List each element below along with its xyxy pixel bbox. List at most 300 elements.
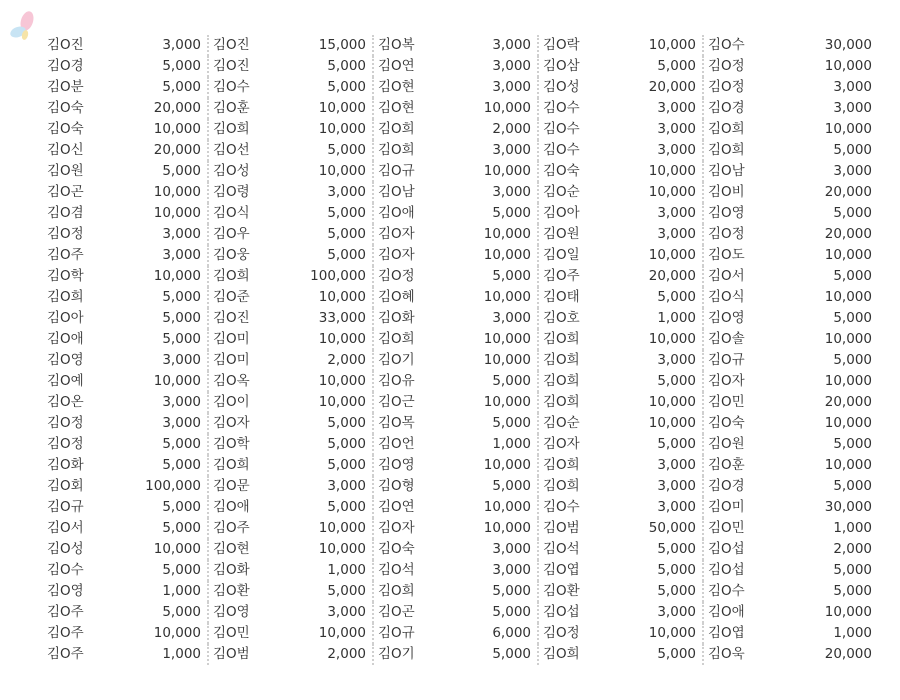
donation-amount: 5,000 <box>278 203 373 224</box>
donation-amount: 5,000 <box>833 142 872 158</box>
donor-name: 김O주 <box>213 520 250 536</box>
donation-amount: 10,000 <box>443 224 538 245</box>
donation-amount: 5,000 <box>608 539 703 560</box>
donation-amount: 5,000 <box>113 434 208 455</box>
donor-name: 김O규 <box>47 499 84 515</box>
donor-name: 김O진 <box>47 37 84 53</box>
donor-name: 김O일 <box>543 247 580 263</box>
donor-name: 김O회 <box>47 478 84 494</box>
donation-amount: 10,000 <box>113 182 208 203</box>
donor-name: 김O식 <box>708 289 745 305</box>
donation-amount: 10,000 <box>113 119 208 140</box>
donation-amount: 5,000 <box>833 478 872 494</box>
donor-name: 김O정 <box>47 436 84 452</box>
donor-name: 김O이 <box>213 394 250 410</box>
table-row <box>43 434 878 455</box>
donor-name: 김O진 <box>213 37 250 53</box>
donation-amount: 3,000 <box>608 350 703 371</box>
donation-amount: 5,000 <box>443 476 538 497</box>
donor-name: 김O숙 <box>543 163 580 179</box>
donor-name: 김O영 <box>213 604 250 620</box>
donation-amount: 10,000 <box>443 518 538 539</box>
donor-name: 김O미 <box>213 331 250 347</box>
table-row <box>43 182 878 203</box>
donor-name: 김O학 <box>213 436 250 452</box>
donor-name: 김O성 <box>47 541 84 557</box>
donation-amount: 15,000 <box>278 35 373 56</box>
donor-name: 김O자 <box>378 247 415 263</box>
donation-amount: 5,000 <box>278 56 373 77</box>
donor-name: 김O성 <box>213 163 250 179</box>
donor-name: 김O순 <box>543 184 580 200</box>
table-row <box>43 392 878 413</box>
table-row <box>43 287 878 308</box>
donor-name: 김O자 <box>543 436 580 452</box>
donation-amount: 3,000 <box>608 119 703 140</box>
donation-amount: 5,000 <box>113 56 208 77</box>
donation-amount: 3,000 <box>443 308 538 329</box>
donation-amount: 3,000 <box>278 476 373 497</box>
donor-name: 김O희 <box>543 394 580 410</box>
donation-amount: 20,000 <box>824 226 872 242</box>
donation-amount: 5,000 <box>113 329 208 350</box>
donor-name: 김O민 <box>708 394 745 410</box>
donor-name: 김O석 <box>543 541 580 557</box>
donation-amount: 10,000 <box>443 161 538 182</box>
table-row <box>43 35 878 56</box>
table-row <box>43 413 878 434</box>
donation-amount: 10,000 <box>608 392 703 413</box>
donation-amount: 10,000 <box>113 539 208 560</box>
donor-name: 김O학 <box>47 268 84 284</box>
donation-amount: 3,000 <box>443 539 538 560</box>
donor-name: 김O정 <box>708 58 745 74</box>
donation-amount: 5,000 <box>113 308 208 329</box>
donor-name: 김O희 <box>378 583 415 599</box>
donor-name: 김O수 <box>543 100 580 116</box>
donation-amount: 10,000 <box>824 415 872 431</box>
donation-amount: 50,000 <box>608 518 703 539</box>
donation-amount: 2,000 <box>278 644 373 665</box>
donation-amount: 5,000 <box>443 413 538 434</box>
donor-name: 김O규 <box>378 163 415 179</box>
donor-name: 김O주 <box>543 268 580 284</box>
donation-amount: 20,000 <box>608 77 703 98</box>
donor-name: 김O아 <box>47 310 84 326</box>
donation-amount: 5,000 <box>608 56 703 77</box>
donation-amount: 3,000 <box>608 602 703 623</box>
donor-name: 김O서 <box>708 268 745 284</box>
donation-amount: 2,000 <box>443 119 538 140</box>
donation-amount: 10,000 <box>824 121 872 137</box>
donor-name: 김O수 <box>708 583 745 599</box>
donor-name: 김O도 <box>708 247 745 263</box>
donor-name: 김O경 <box>708 478 745 494</box>
donation-amount: 3,000 <box>113 35 208 56</box>
donor-name: 김O현 <box>378 79 415 95</box>
table-row <box>43 602 878 623</box>
table-row <box>43 224 878 245</box>
donation-amount: 3,000 <box>443 77 538 98</box>
table-row <box>43 350 878 371</box>
donation-amount: 5,000 <box>833 562 872 578</box>
table-row <box>43 497 878 518</box>
donor-name: 김O옥 <box>213 373 250 389</box>
donation-amount: 3,000 <box>443 56 538 77</box>
donor-name: 김O원 <box>543 226 580 242</box>
donation-amount: 5,000 <box>833 583 872 599</box>
donation-amount: 3,000 <box>608 140 703 161</box>
donor-name: 김O섭 <box>708 541 745 557</box>
donation-amount: 30,000 <box>824 499 872 515</box>
donor-name: 김O예 <box>47 373 84 389</box>
donation-amount: 10,000 <box>608 182 703 203</box>
donor-name: 김O진 <box>213 58 250 74</box>
donation-amount: 3,000 <box>443 182 538 203</box>
donation-amount: 5,000 <box>443 644 538 665</box>
donation-amount: 5,000 <box>443 602 538 623</box>
donation-amount: 3,000 <box>443 35 538 56</box>
donation-amount: 3,000 <box>443 140 538 161</box>
donation-amount: 10,000 <box>443 329 538 350</box>
donor-name: 김O유 <box>378 373 415 389</box>
donation-amount: 20,000 <box>824 394 872 410</box>
donor-name: 김O희 <box>543 457 580 473</box>
donor-name: 김O엽 <box>708 625 745 641</box>
donor-name: 김O언 <box>378 436 415 452</box>
donation-amount: 5,000 <box>278 434 373 455</box>
donation-amount: 3,000 <box>113 245 208 266</box>
donation-amount: 10,000 <box>443 497 538 518</box>
donation-amount: 10,000 <box>608 35 703 56</box>
donor-name: 김O비 <box>708 184 745 200</box>
donor-name: 김O희 <box>543 331 580 347</box>
donation-amount: 10,000 <box>113 623 208 644</box>
donor-name: 김O근 <box>378 394 415 410</box>
donation-amount: 5,000 <box>608 581 703 602</box>
donation-amount: 3,000 <box>833 163 872 179</box>
donor-name: 김O호 <box>543 310 580 326</box>
donation-amount: 30,000 <box>824 37 872 53</box>
donor-name: 김O애 <box>213 499 250 515</box>
donor-name: 김O희 <box>543 646 580 662</box>
donor-name: 김O엽 <box>543 562 580 578</box>
donor-name: 김O숙 <box>47 100 84 116</box>
donor-name: 김O곤 <box>378 604 415 620</box>
donor-name: 김O복 <box>378 37 415 53</box>
donation-amount: 5,000 <box>113 455 208 476</box>
donor-name: 김O희 <box>213 121 250 137</box>
donation-amount: 3,000 <box>833 79 872 95</box>
donor-name: 김O선 <box>213 142 250 158</box>
donor-name: 김O준 <box>213 289 250 305</box>
donation-amount: 10,000 <box>113 203 208 224</box>
donor-name: 김O정 <box>47 226 84 242</box>
donation-amount: 20,000 <box>113 140 208 161</box>
donation-amount: 5,000 <box>443 581 538 602</box>
donation-amount: 1,000 <box>608 308 703 329</box>
donor-name: 김O원 <box>708 436 745 452</box>
donor-name: 김O정 <box>708 79 745 95</box>
donor-name: 김O영 <box>378 457 415 473</box>
table-row <box>43 560 878 581</box>
donor-name: 김O희 <box>378 121 415 137</box>
donor-name: 김O주 <box>47 646 84 662</box>
donor-name: 김O태 <box>543 289 580 305</box>
donation-amount: 5,000 <box>278 245 373 266</box>
donation-amount: 3,000 <box>608 203 703 224</box>
donation-amount: 100,000 <box>113 476 208 497</box>
donor-name: 김O자 <box>378 226 415 242</box>
donation-amount: 10,000 <box>824 247 872 263</box>
donation-amount: 10,000 <box>278 392 373 413</box>
donation-amount: 3,000 <box>608 98 703 119</box>
donor-name: 김O식 <box>213 205 250 221</box>
donation-amount: 10,000 <box>278 623 373 644</box>
donation-amount: 5,000 <box>113 287 208 308</box>
donor-name: 김O화 <box>47 457 84 473</box>
donation-amount: 2,000 <box>833 541 872 557</box>
donation-amount: 20,000 <box>824 184 872 200</box>
donation-amount: 10,000 <box>824 331 872 347</box>
donor-name: 김O현 <box>378 100 415 116</box>
donor-name: 김O규 <box>378 625 415 641</box>
donor-name: 김O희 <box>708 121 745 137</box>
table-row <box>43 203 878 224</box>
donor-name: 김O정 <box>378 268 415 284</box>
donor-name: 김O희 <box>378 331 415 347</box>
donor-name: 김O형 <box>378 478 415 494</box>
donor-name: 김O정 <box>543 625 580 641</box>
donor-name: 김O수 <box>543 121 580 137</box>
donation-amount: 10,000 <box>278 371 373 392</box>
donor-name: 김O주 <box>47 604 84 620</box>
donation-amount: 1,000 <box>278 560 373 581</box>
donation-amount: 5,000 <box>278 413 373 434</box>
donation-amount: 5,000 <box>443 203 538 224</box>
donation-amount: 5,000 <box>278 224 373 245</box>
donor-name: 김O희 <box>213 268 250 284</box>
table-row <box>43 161 878 182</box>
donor-name: 김O규 <box>708 352 745 368</box>
donation-amount: 5,000 <box>278 455 373 476</box>
table-row <box>43 77 878 98</box>
donor-name: 김O신 <box>47 142 84 158</box>
donor-name: 김O애 <box>47 331 84 347</box>
donation-amount: 5,000 <box>278 77 373 98</box>
donation-amount: 10,000 <box>443 392 538 413</box>
donation-amount: 10,000 <box>608 245 703 266</box>
donor-name: 김O우 <box>213 226 250 242</box>
donor-name: 김O섭 <box>708 562 745 578</box>
table-row <box>43 539 878 560</box>
donation-amount: 3,000 <box>833 100 872 116</box>
donor-name: 김O남 <box>378 184 415 200</box>
donor-name: 김O웅 <box>213 247 250 263</box>
donation-amount: 5,000 <box>113 497 208 518</box>
donation-amount: 3,000 <box>113 392 208 413</box>
donation-amount: 10,000 <box>443 455 538 476</box>
donor-table <box>43 35 878 665</box>
donation-amount: 5,000 <box>278 497 373 518</box>
donation-amount: 10,000 <box>278 329 373 350</box>
donation-amount: 5,000 <box>113 518 208 539</box>
donor-name: 김O애 <box>708 604 745 620</box>
donation-amount: 3,000 <box>113 224 208 245</box>
donation-amount: 5,000 <box>443 266 538 287</box>
donation-amount: 10,000 <box>278 287 373 308</box>
donor-name: 김O영 <box>47 583 84 599</box>
donor-name: 김O령 <box>213 184 250 200</box>
table-row <box>43 581 878 602</box>
table-row <box>43 308 878 329</box>
donor-name: 김O자 <box>213 415 250 431</box>
donor-name: 김O주 <box>47 247 84 263</box>
table-row <box>43 476 878 497</box>
donation-amount: 10,000 <box>443 287 538 308</box>
donation-amount: 5,000 <box>608 371 703 392</box>
donation-amount: 10,000 <box>824 457 872 473</box>
table-row <box>43 140 878 161</box>
donor-name: 김O진 <box>213 310 250 326</box>
donation-amount: 10,000 <box>278 119 373 140</box>
donation-amount: 3,000 <box>608 455 703 476</box>
table-row <box>43 644 878 665</box>
donor-name: 김O범 <box>213 646 250 662</box>
donation-amount: 5,000 <box>608 434 703 455</box>
donor-name: 김O희 <box>47 289 84 305</box>
donor-name: 김O수 <box>213 79 250 95</box>
donation-amount: 10,000 <box>608 329 703 350</box>
donor-name: 김O희 <box>708 142 745 158</box>
donation-amount: 3,000 <box>278 602 373 623</box>
donor-name: 김O환 <box>213 583 250 599</box>
table-row <box>43 518 878 539</box>
table-row <box>43 266 878 287</box>
donor-name: 김O숙 <box>708 415 745 431</box>
donor-name: 김O성 <box>543 79 580 95</box>
donation-amount: 20,000 <box>608 266 703 287</box>
donor-name: 김O분 <box>47 79 84 95</box>
donation-amount: 5,000 <box>278 581 373 602</box>
donor-name: 김O희 <box>213 457 250 473</box>
donation-amount: 10,000 <box>278 518 373 539</box>
donor-name: 김O희 <box>543 352 580 368</box>
donation-amount: 1,000 <box>443 434 538 455</box>
donor-name: 김O수 <box>543 142 580 158</box>
donation-amount: 10,000 <box>824 373 872 389</box>
donor-name: 김O화 <box>378 310 415 326</box>
donation-amount: 5,000 <box>833 310 872 326</box>
donor-name: 김O희 <box>378 142 415 158</box>
donation-amount: 3,000 <box>113 413 208 434</box>
donor-name: 김O순 <box>543 415 580 431</box>
donation-amount: 3,000 <box>278 182 373 203</box>
donor-name: 김O기 <box>378 646 415 662</box>
donor-name: 김O기 <box>378 352 415 368</box>
donation-amount: 10,000 <box>278 98 373 119</box>
donation-amount: 5,000 <box>608 287 703 308</box>
donor-name: 김O연 <box>378 499 415 515</box>
donation-amount: 10,000 <box>824 289 872 305</box>
donor-name: 김O수 <box>543 499 580 515</box>
donor-name: 김O겸 <box>47 205 84 221</box>
donation-amount: 1,000 <box>113 644 208 665</box>
donation-amount: 100,000 <box>278 266 373 287</box>
donation-amount: 6,000 <box>443 623 538 644</box>
table-row <box>43 371 878 392</box>
donor-name: 김O희 <box>543 478 580 494</box>
donation-amount: 5,000 <box>113 602 208 623</box>
donor-name: 김O화 <box>213 562 250 578</box>
table-row <box>43 98 878 119</box>
donor-name: 김O욱 <box>708 646 745 662</box>
donor-name: 김O남 <box>708 163 745 179</box>
donation-amount: 10,000 <box>443 98 538 119</box>
donor-name: 김O목 <box>378 415 415 431</box>
donor-name: 김O애 <box>378 205 415 221</box>
donation-amount: 5,000 <box>278 140 373 161</box>
donor-name: 김O환 <box>543 583 580 599</box>
donation-amount: 10,000 <box>824 58 872 74</box>
donation-amount: 10,000 <box>443 245 538 266</box>
donor-name: 김O삼 <box>543 58 580 74</box>
donation-amount: 5,000 <box>833 205 872 221</box>
butterfly-logo-icon <box>6 8 42 44</box>
table-row <box>43 119 878 140</box>
donation-amount: 10,000 <box>113 266 208 287</box>
donor-name: 김O혜 <box>378 289 415 305</box>
donation-amount: 10,000 <box>608 413 703 434</box>
donor-name: 김O영 <box>708 205 745 221</box>
donor-name: 김O문 <box>213 478 250 494</box>
donor-name: 김O락 <box>543 37 580 53</box>
table-row <box>43 623 878 644</box>
donor-name: 김O온 <box>47 394 84 410</box>
donor-name: 김O훈 <box>708 457 745 473</box>
donation-amount: 3,000 <box>608 476 703 497</box>
donation-amount: 10,000 <box>443 350 538 371</box>
donor-table-body <box>43 35 878 665</box>
donor-name: 김O연 <box>378 58 415 74</box>
donor-name: 김O석 <box>378 562 415 578</box>
donation-amount: 20,000 <box>113 98 208 119</box>
donation-amount: 10,000 <box>608 161 703 182</box>
table-row <box>43 245 878 266</box>
donor-name: 김O자 <box>378 520 415 536</box>
donor-name: 김O솔 <box>708 331 745 347</box>
donor-name: 김O현 <box>213 541 250 557</box>
donation-amount: 5,000 <box>443 371 538 392</box>
donor-name: 김O훈 <box>213 100 250 116</box>
donor-name: 김O원 <box>47 163 84 179</box>
table-row <box>43 329 878 350</box>
donation-amount: 33,000 <box>278 308 373 329</box>
donation-amount: 5,000 <box>113 161 208 182</box>
donor-name: 김O미 <box>213 352 250 368</box>
donor-name: 김O경 <box>708 100 745 116</box>
donation-amount: 20,000 <box>824 646 872 662</box>
donor-name: 김O수 <box>708 37 745 53</box>
donation-amount: 5,000 <box>833 436 872 452</box>
donation-amount: 5,000 <box>113 77 208 98</box>
donor-name: 김O주 <box>47 625 84 641</box>
donation-amount: 3,000 <box>113 350 208 371</box>
donation-amount: 5,000 <box>608 644 703 665</box>
donor-name: 김O경 <box>47 58 84 74</box>
table-row <box>43 56 878 77</box>
donation-amount: 10,000 <box>113 371 208 392</box>
